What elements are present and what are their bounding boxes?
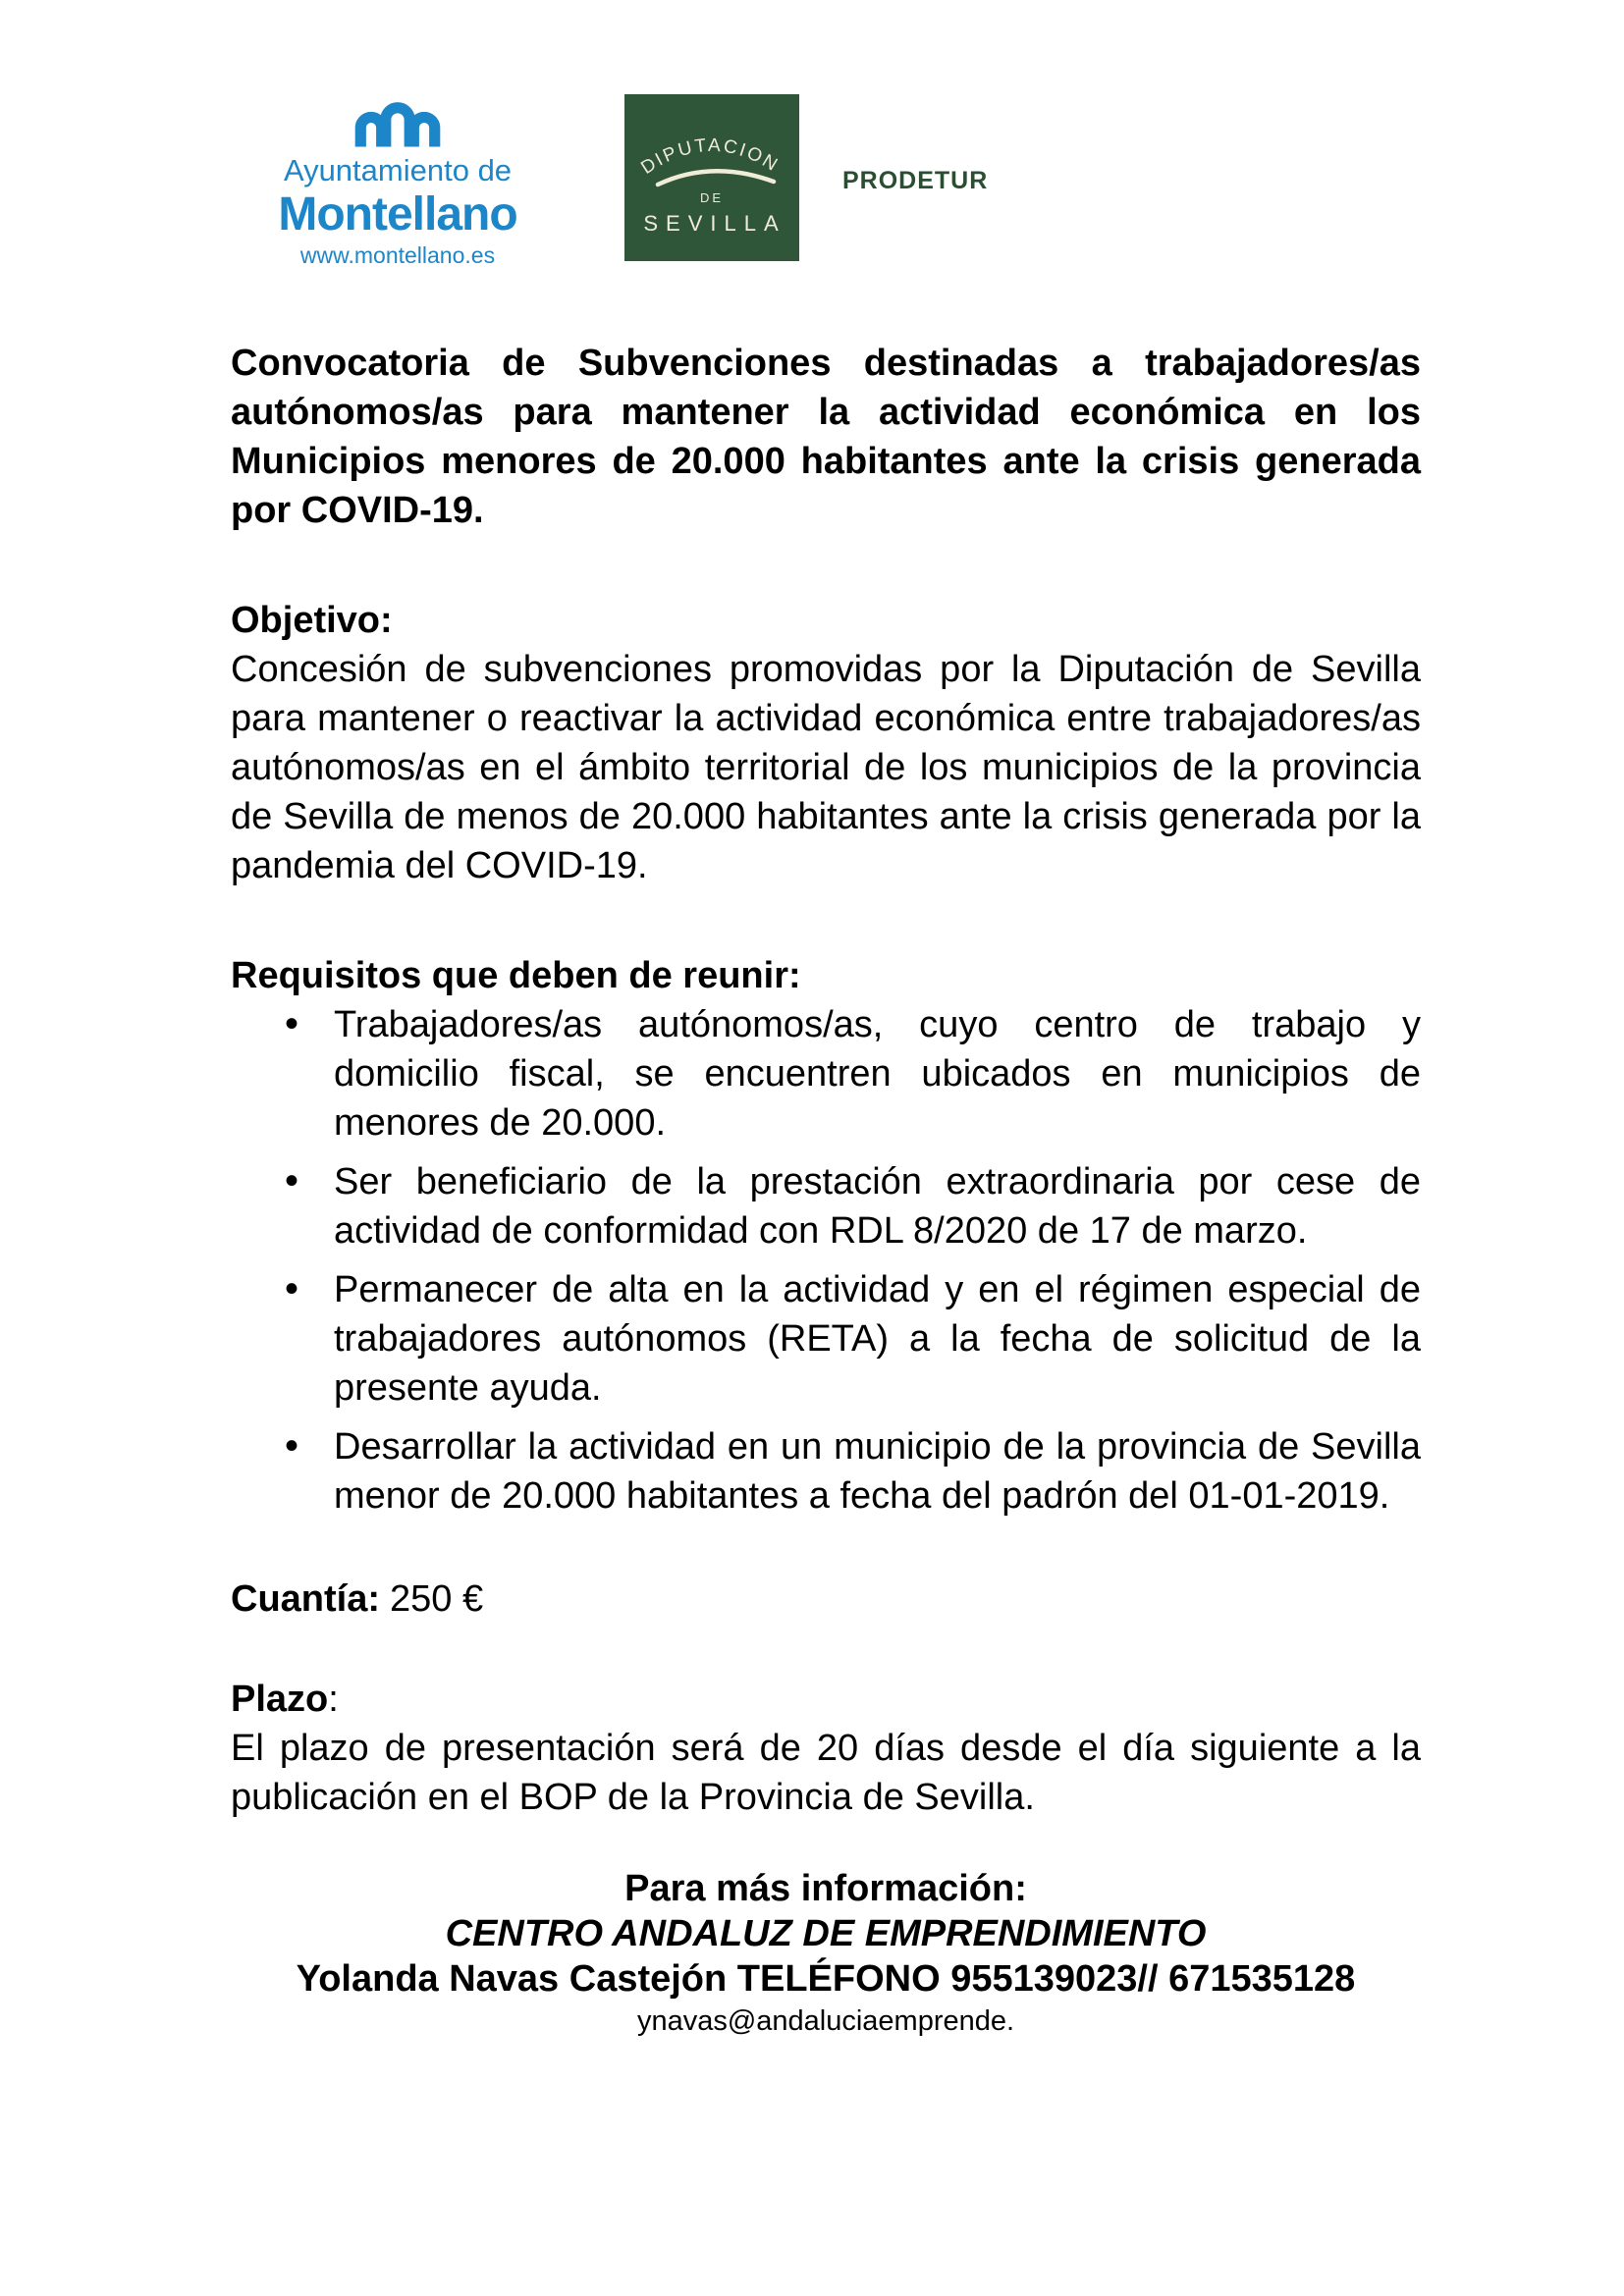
diputacion-de-text: DE <box>699 190 725 205</box>
footer-email: ynavas@andaluciaemprende. <box>636 2005 1015 2037</box>
plazo-label: Plazo <box>231 1679 329 1720</box>
diputacion-arc-text: DIPUTACION <box>637 134 784 179</box>
diputacion-sevilla-logo <box>624 94 799 261</box>
montellano-arches-icon <box>346 93 450 148</box>
objetivo-paragraph: Concesión de subvenciones promovidas por la Diputación de Sevilla para mantener o reactivar la actividad económica entre trabajadores/as autónomos/as en el ámbito territorial de los municipios de la provincia de Sevilla de menos de 20.000 habitantes ante la crisis generada por la pandemia del COVID-19. <box>231 649 1421 886</box>
list-item: • Ser beneficiario de la prestación extraordinaria por cese de actividad de conformidad con RDL 8/2020 de 17 de marzo. <box>231 1157 1421 1255</box>
cuantia-line <box>231 1575 1421 1624</box>
list-item: • Permanecer de alta en la actividad y en el régimen especial de trabajadores autónomos (RETA) a la fecha de solicitud de la presente ayuda. <box>231 1265 1421 1413</box>
footer-more-info: Para más información: <box>624 1868 1027 1909</box>
prodetur-logo: PRODETUR <box>842 167 989 194</box>
footer-center-name: CENTRO ANDALUZ DE EMPRENDIMIENTO <box>445 1913 1207 1954</box>
document-title: Convocatoria de Subvenciones destinadas a trabajadores/as autónomos/as para mantener la actividad económica en los Municipios menores de 20.000 habitantes ante la crisis generada por COVID-19. <box>231 343 1421 531</box>
montellano-name-top: Ayuntamiento de <box>283 153 513 187</box>
requisitos-list <box>231 1000 1421 1521</box>
requisitos-heading: Requisitos que deben de reunir: <box>231 955 801 996</box>
plazo-heading <box>231 1675 1421 1724</box>
contact-footer <box>231 1866 1421 2041</box>
list-item: • Desarrollar la actividad en un municipio de la provincia de Sevilla menor de 20.000 habitantes a fecha del padrón del 01-01-2019. <box>231 1422 1421 1521</box>
cuantia-label: Cuantía: <box>231 1578 380 1620</box>
montellano-website: www.montellano.es <box>299 242 496 268</box>
cuantia-value: 250 € <box>390 1578 484 1620</box>
montellano-name-main: Montellano <box>278 188 517 240</box>
montellano-logo <box>236 93 560 268</box>
document-body <box>231 339 1421 2041</box>
footer-contact-phone: Yolanda Navas Castejón TELÉFONO 955139023// 671535128 <box>296 1958 1356 2000</box>
diputacion-logo-background <box>624 94 799 261</box>
plazo-paragraph: El plazo de presentación será de 20 días desde el día siguiente a la publicación en el BOP de la Provincia de Sevilla. <box>231 1728 1421 1818</box>
list-item: • Trabajadores/as autónomos/as, cuyo centro de trabajo y domicilio fiscal, se encuentren ubicados en municipios de menores de 20.000. <box>231 1000 1421 1148</box>
plazo-colon: : <box>328 1679 339 1720</box>
diputacion-sevilla-text: SEVILLA <box>643 211 786 236</box>
objetivo-heading: Objetivo: <box>231 600 393 641</box>
